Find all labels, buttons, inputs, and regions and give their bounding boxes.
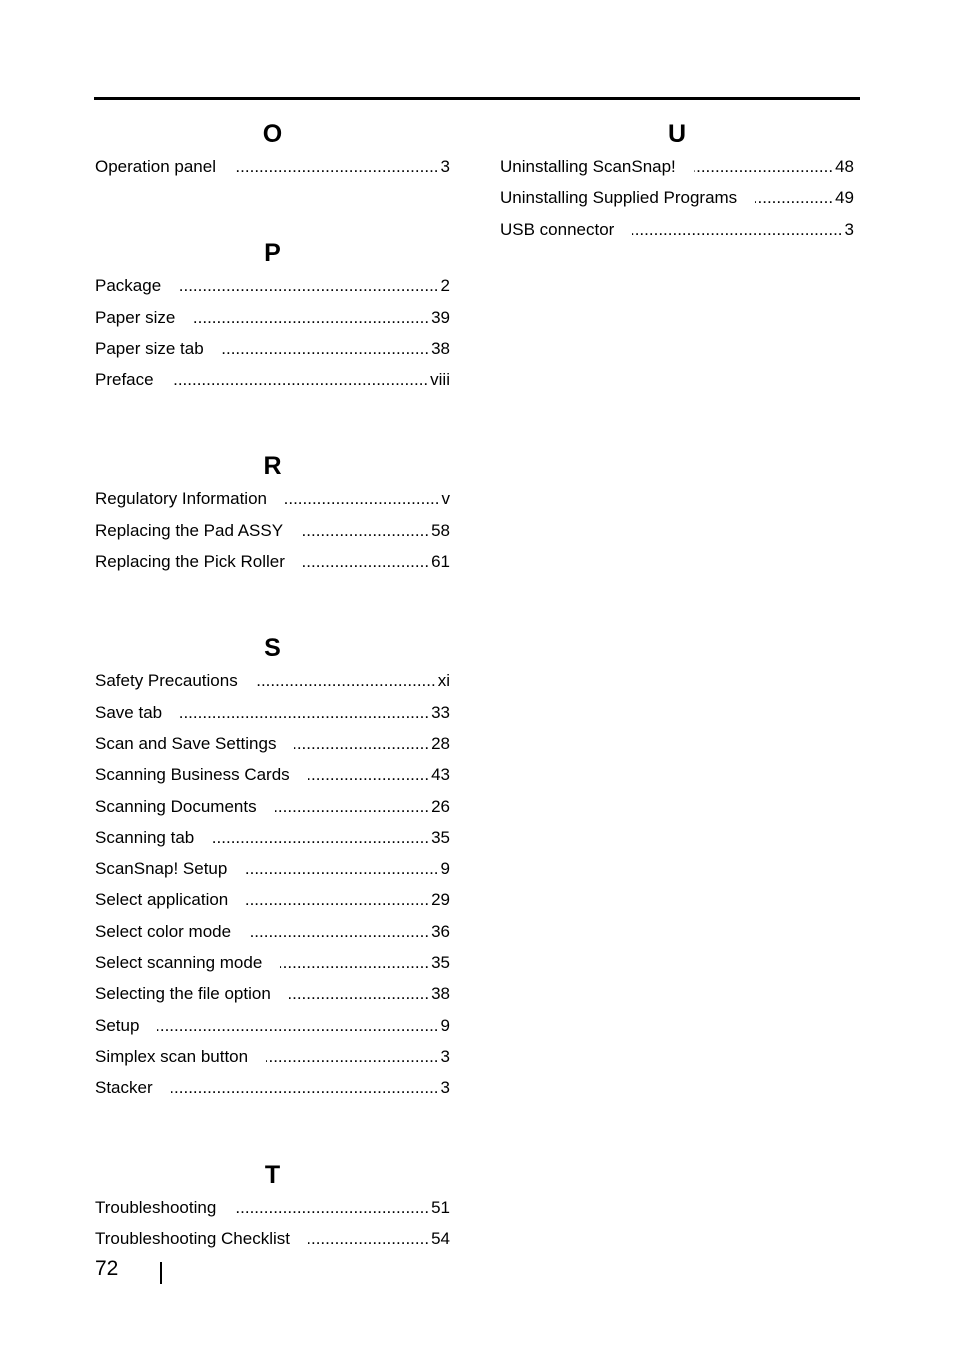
section-letter: P bbox=[264, 239, 281, 268]
index-page-ref: 48 bbox=[835, 157, 854, 176]
index-term: Scan and Save Settings bbox=[95, 733, 277, 753]
index-column-left bbox=[95, 100, 450, 1260]
index-term: Simplex scan button bbox=[95, 1046, 249, 1066]
dot-leader bbox=[245, 859, 438, 879]
index-page-ref: 39 bbox=[431, 307, 450, 327]
index-page-ref: 3 bbox=[844, 219, 854, 239]
dot-leader bbox=[303, 552, 429, 572]
index-term: Select color mode bbox=[95, 921, 232, 941]
dot-leader bbox=[280, 953, 429, 973]
index-term: Regulatory Information bbox=[95, 489, 267, 509]
page-number: 72 bbox=[95, 1257, 119, 1280]
index-entry bbox=[95, 1016, 450, 1047]
index-page-ref: 9 bbox=[440, 859, 450, 879]
section-letter: U bbox=[667, 120, 687, 148]
index-page-ref: 2 bbox=[440, 276, 450, 296]
index-page-ref: 35 bbox=[431, 827, 450, 847]
index-term: Select application bbox=[95, 890, 229, 910]
index-term: Troubleshooting Checklist bbox=[95, 1228, 290, 1248]
index-page-ref: 29 bbox=[431, 890, 450, 910]
index-term: Save tab bbox=[95, 702, 163, 722]
index-term: Uninstalling Supplied Programs bbox=[500, 188, 738, 208]
index-page-ref: viii bbox=[430, 370, 450, 390]
dot-leader bbox=[632, 220, 842, 240]
index-page-ref: 43 bbox=[431, 765, 450, 785]
dot-leader bbox=[157, 1016, 438, 1036]
index-page-ref: xi bbox=[437, 671, 450, 691]
index-entry bbox=[95, 370, 450, 401]
index-page-ref: 61 bbox=[431, 552, 450, 572]
section-letter: O bbox=[262, 120, 283, 148]
index-entry bbox=[95, 859, 450, 890]
dot-leader bbox=[193, 308, 429, 328]
index-entry bbox=[95, 1078, 450, 1109]
index-term: USB connector bbox=[500, 219, 615, 239]
index-term: Paper size tab bbox=[95, 338, 204, 358]
index-entry bbox=[95, 1047, 450, 1078]
index-entry bbox=[95, 276, 450, 307]
index-entry bbox=[95, 521, 450, 552]
index-section bbox=[95, 1161, 450, 1261]
index-entry bbox=[95, 1198, 450, 1229]
index-term: ScanSnap! Setup bbox=[95, 859, 228, 879]
index-term: Package bbox=[95, 276, 162, 296]
index-entry bbox=[95, 1229, 450, 1260]
dot-leader bbox=[179, 276, 438, 296]
index-section bbox=[500, 120, 854, 251]
index-page-ref: 3 bbox=[440, 157, 450, 176]
index-page-ref: 33 bbox=[431, 702, 450, 722]
index-term: Troubleshooting bbox=[95, 1197, 217, 1217]
index-term: Replacing the Pick Roller bbox=[95, 552, 285, 572]
section-letter: S bbox=[264, 634, 281, 663]
index-entry bbox=[95, 797, 450, 828]
index-term: Stacker bbox=[95, 1078, 153, 1098]
index-term: Scanning tab bbox=[95, 827, 195, 847]
dot-leader bbox=[246, 890, 429, 910]
index-term: Operation panel bbox=[95, 157, 216, 176]
dot-leader bbox=[294, 734, 429, 754]
index-entry bbox=[95, 890, 450, 921]
index-entry bbox=[500, 188, 854, 219]
dot-leader bbox=[285, 489, 440, 509]
index-entry bbox=[95, 734, 450, 765]
index-section bbox=[95, 634, 450, 1109]
dot-leader bbox=[308, 765, 429, 785]
index-term: Selecting the file option bbox=[95, 984, 271, 1004]
index-term: Scanning Business Cards bbox=[95, 765, 290, 785]
index-entry bbox=[500, 220, 854, 251]
index-entry bbox=[95, 953, 450, 984]
index-entry bbox=[95, 922, 450, 953]
index-page-ref: 3 bbox=[440, 1046, 450, 1066]
index-entry bbox=[95, 984, 450, 1015]
index-page-ref: 9 bbox=[440, 1015, 450, 1035]
dot-leader bbox=[171, 1078, 439, 1098]
index-term: Scanning Documents bbox=[95, 796, 257, 816]
index-entry bbox=[95, 703, 450, 734]
index-entry bbox=[95, 828, 450, 859]
index-page-ref: 58 bbox=[431, 520, 450, 540]
dot-leader bbox=[234, 157, 439, 177]
index-term: Setup bbox=[95, 1015, 140, 1035]
index-section bbox=[95, 452, 450, 583]
index-page-ref: 51 bbox=[431, 1197, 450, 1217]
dot-leader bbox=[222, 339, 429, 359]
index-entry bbox=[95, 552, 450, 583]
dot-leader bbox=[256, 671, 436, 691]
index-page-ref: 49 bbox=[835, 188, 854, 208]
index-term: Preface bbox=[95, 370, 154, 390]
index-term: Replacing the Pad ASSY bbox=[95, 520, 284, 540]
dot-leader bbox=[212, 828, 429, 848]
footer-divider bbox=[160, 1262, 162, 1284]
section-letter: R bbox=[263, 452, 282, 481]
dot-leader bbox=[308, 1229, 429, 1249]
index-column-right bbox=[500, 100, 854, 251]
index-entry bbox=[95, 308, 450, 339]
index-page-ref: v bbox=[441, 489, 450, 509]
index-page-ref: 35 bbox=[431, 953, 450, 973]
index-entry bbox=[500, 157, 854, 188]
section-letter: T bbox=[264, 1160, 281, 1189]
dot-leader bbox=[172, 370, 429, 390]
index-page-ref: 28 bbox=[431, 733, 450, 753]
index-term: Safety Precautions bbox=[95, 671, 238, 691]
dot-leader bbox=[275, 797, 429, 817]
dot-leader bbox=[694, 157, 833, 177]
index-entry bbox=[95, 765, 450, 796]
index-page-ref: 3 bbox=[440, 1078, 450, 1098]
index-term: Uninstalling ScanSnap! bbox=[500, 157, 676, 176]
dot-leader bbox=[234, 1198, 429, 1218]
dot-leader bbox=[180, 703, 429, 723]
index-term: Paper size bbox=[95, 307, 176, 327]
index-section bbox=[95, 239, 450, 401]
index-term: Select scanning mode bbox=[95, 953, 263, 973]
index-entry bbox=[95, 489, 450, 520]
dot-leader bbox=[289, 984, 429, 1004]
dot-leader bbox=[301, 521, 429, 541]
index-page-ref: 36 bbox=[431, 921, 450, 941]
dot-leader bbox=[755, 188, 833, 208]
dot-leader bbox=[266, 1047, 438, 1067]
index-section bbox=[95, 120, 450, 188]
index-page-ref: 54 bbox=[431, 1228, 450, 1248]
index-entry bbox=[95, 671, 450, 702]
index-page-ref: 38 bbox=[431, 338, 450, 358]
dot-leader bbox=[249, 922, 429, 942]
index-page-ref: 26 bbox=[431, 796, 450, 816]
index-entry bbox=[95, 157, 450, 188]
index-page-ref: 38 bbox=[431, 984, 450, 1004]
index-entry bbox=[95, 339, 450, 370]
